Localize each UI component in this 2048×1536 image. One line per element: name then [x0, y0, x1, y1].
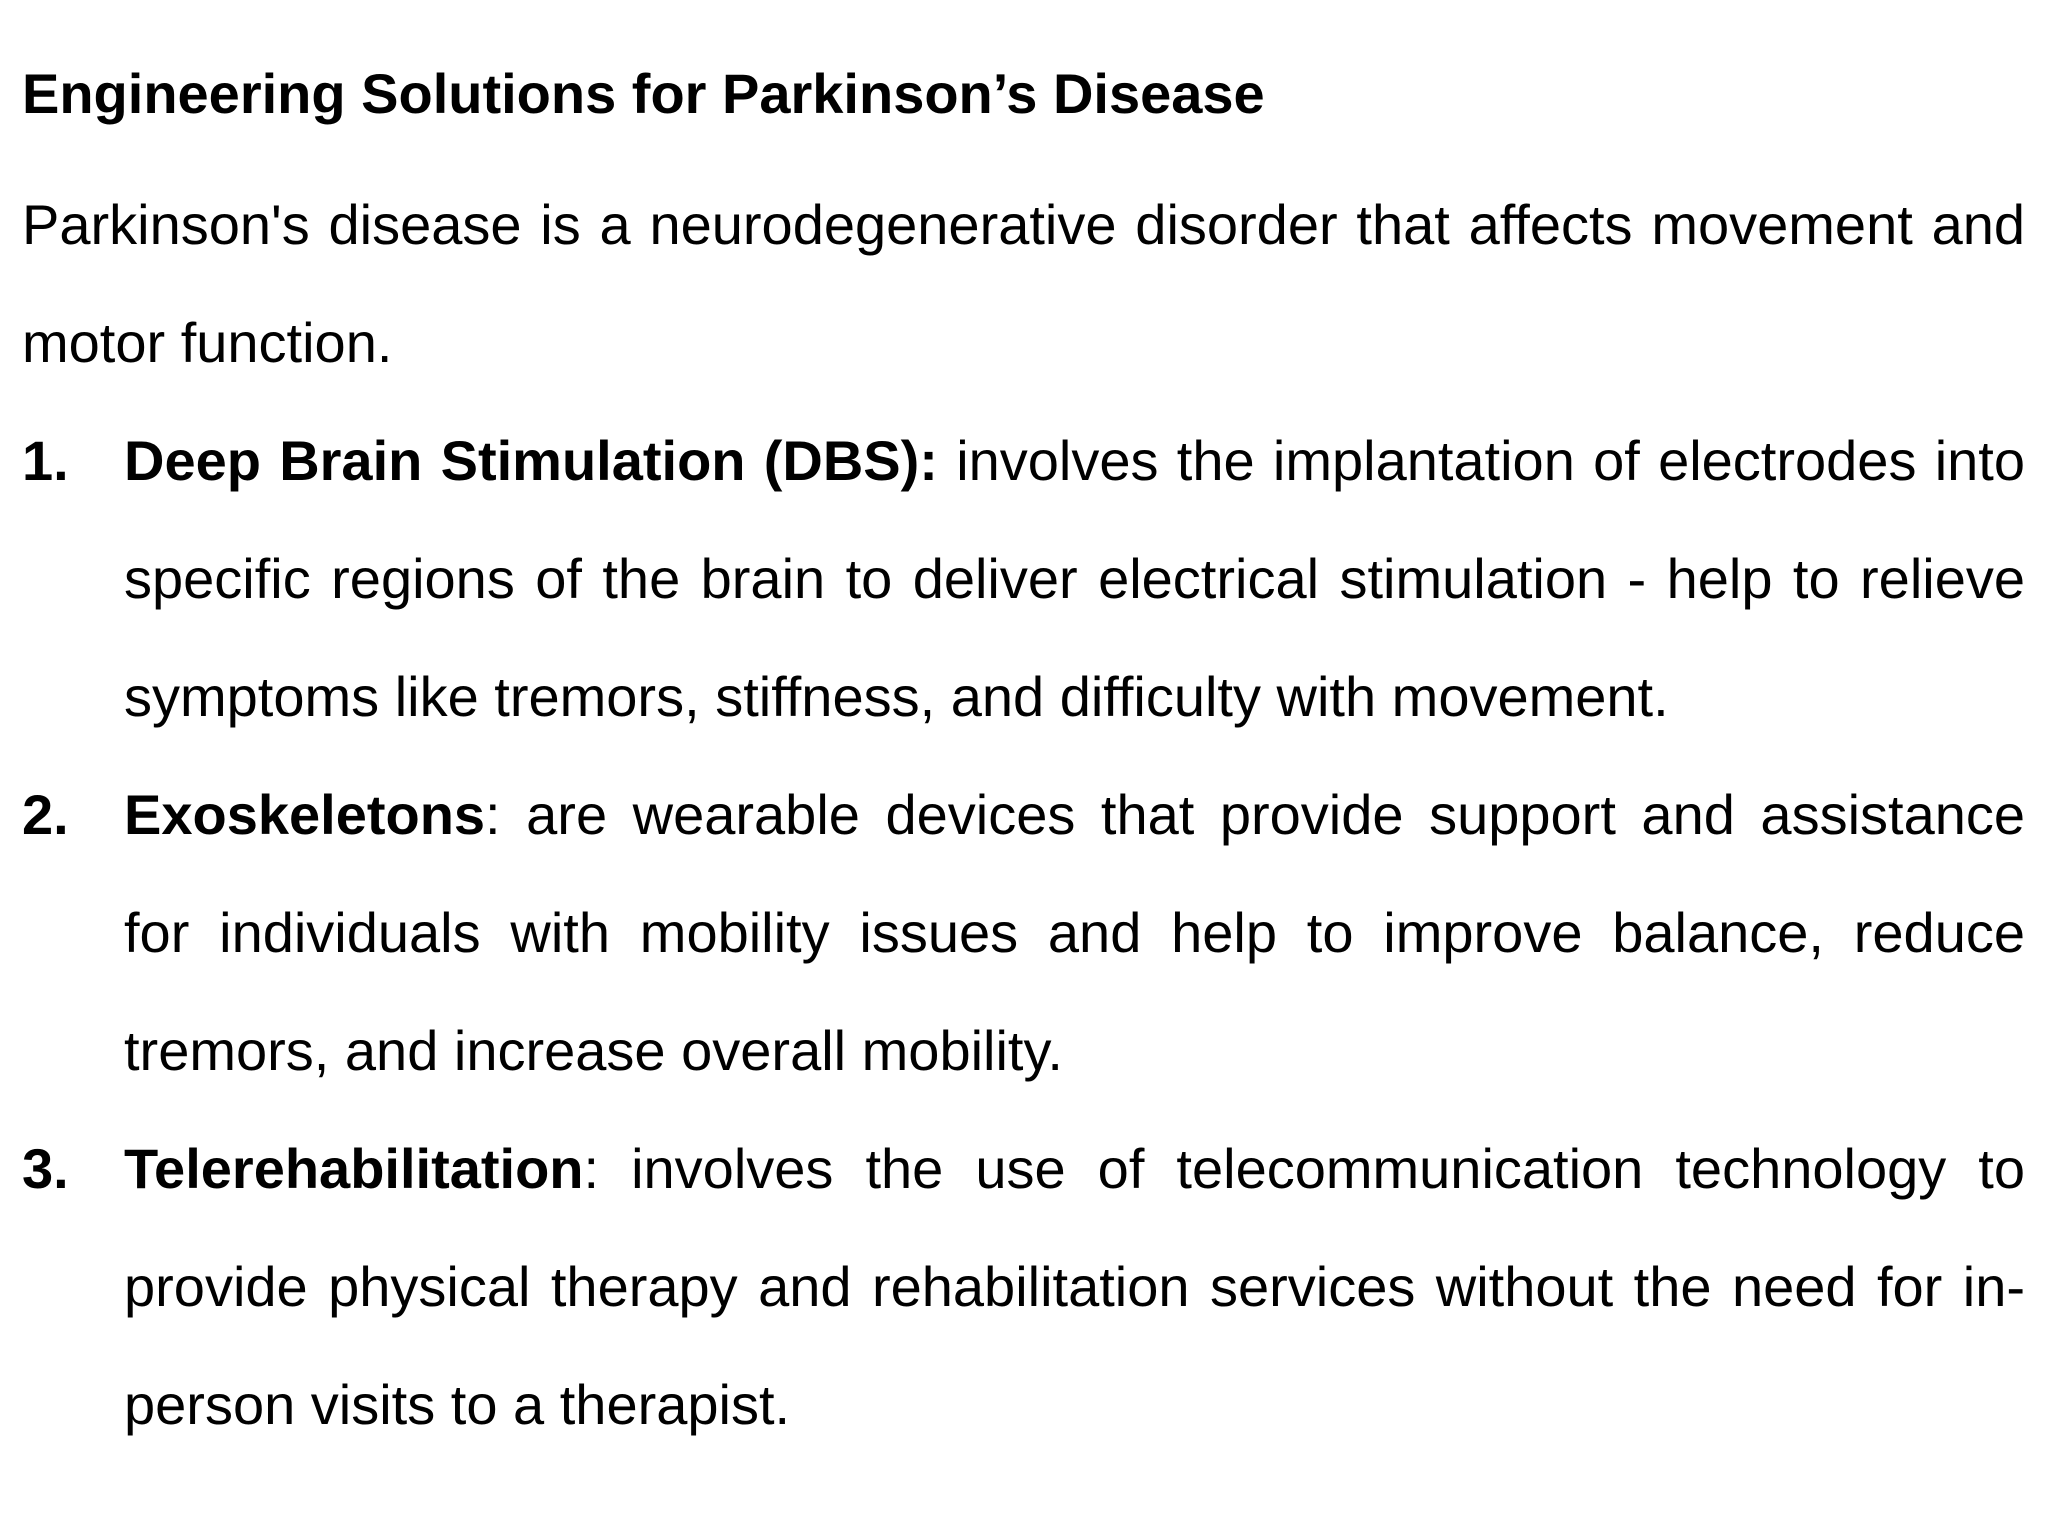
solutions-list — [22, 402, 2025, 1464]
list-item-term: Deep Brain Stimulation (DBS): — [124, 429, 938, 492]
list-item-number: 2. — [22, 783, 69, 846]
list-item — [22, 756, 2025, 1110]
intro-paragraph: Parkinson's disease is a neurodegenerative disorder that affects movement and motor function. — [22, 193, 2025, 374]
list-item-term: Exoskeletons — [124, 783, 486, 846]
list-item-text: : are wearable devices that provide support and assistance for individuals with mobility issues and help to improve balance, reduce tremors, and increase overall mobility. — [124, 783, 2025, 1082]
document-title: Engineering Solutions for Parkinson’s Disease — [22, 62, 1265, 125]
list-item-term: Telerehabilitation — [124, 1137, 584, 1200]
list-item — [22, 1110, 2025, 1464]
list-item-number: 3. — [22, 1137, 69, 1200]
list-item-number: 1. — [22, 429, 69, 492]
list-item-text: involves the implantation of electrodes into specific regions of the brain to deliver electrical stimulation - help to relieve symptoms like tremors, stiffness, and difficulty with movement. — [124, 429, 2025, 728]
list-item-text: : involves the use of telecommunication technology to provide physical therapy and rehabilitation services without the need for in-person visits to a therapist. — [124, 1137, 2025, 1436]
list-item — [22, 402, 2025, 756]
